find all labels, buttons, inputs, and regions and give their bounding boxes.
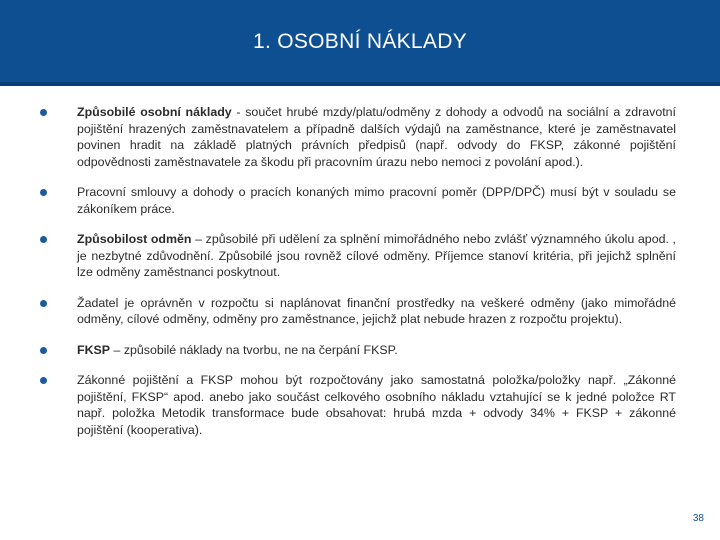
bullet-dot-icon <box>40 236 47 243</box>
bullet-list <box>40 104 676 438</box>
bullet-dot-icon <box>40 109 47 116</box>
bullet-lead: Způsobilé osobní náklady <box>77 105 232 119</box>
bullet-lead: Způsobilost odměn <box>77 232 192 246</box>
bullet-dot-icon <box>40 189 47 196</box>
bullet-item <box>40 295 676 328</box>
bullet-item <box>40 231 676 281</box>
bullet-text: – způsobilé náklady na tvorbu, ne na čerpání FKSP. <box>110 342 398 357</box>
bullet-text: Žadatel je oprávněn v rozpočtu si naplánovat finanční prostředky na veškeré odměny (jako mimořádné odměny, cílové odměny, odměny pro zaměstnance, jejichž plat nebude hrazen z rozpočtu projektu). <box>77 295 676 326</box>
bullet-text: - součet hrubé mzdy/platu/odměny z dohody a odvodů na sociální a zdravotní pojištění hrazených zaměstnavatelem a případně dalších výdajů na zaměstnance, které je zaměstnavatel povinen hradit na základě platných právních předpisů (např. odvody do FKSP, zákonné pojištění odpovědnosti zaměstnavatele za škodu při pracovním úrazu nebo nemoci z povolání apod.). <box>77 105 676 169</box>
bullet-dot-icon <box>40 300 47 307</box>
bullet-item <box>40 372 676 438</box>
bullet-item <box>40 104 676 170</box>
bullet-text: Pracovní smlouvy a dohody o pracích konaných mimo pracovní poměr (DPP/DPČ) musí být v souladu se zákoníkem práce. <box>77 185 676 216</box>
slide-content <box>40 104 676 452</box>
bullet-lead: FKSP <box>77 342 111 357</box>
bullet-text: – způsobilé při udělení za splnění mimořádného nebo zvlášť významného úkolu apod. , je nezbytné zdůvodnění. Způsobilé jsou rovněž cílové odměny. Příjemce stanoví kritéria, při jejichž splnění lze odměny zaměstnanci poskytnout. <box>77 232 677 279</box>
bullet-dot-icon <box>40 377 47 384</box>
bullet-item <box>40 342 676 359</box>
slide-title: 1. OSOBNÍ NÁKLADY <box>252 30 467 53</box>
bullet-text: Zákonné pojištění a FKSP mohou být rozpočtovány jako samostatná položka/položky např. „Zákonné pojištění, FKSP“ apod. anebo jako součást celkového osobního nákladu vztahující se k jedné položce RT např. položka Metodik transformace bude obsahovat: hrubá mzda + odvody 34% + FKSP + zákonné pojištění (kooperativa). <box>77 373 676 437</box>
title-bar <box>0 0 720 86</box>
page-number: 38 <box>692 513 704 524</box>
bullet-item <box>40 184 676 217</box>
bullet-dot-icon <box>40 347 47 354</box>
